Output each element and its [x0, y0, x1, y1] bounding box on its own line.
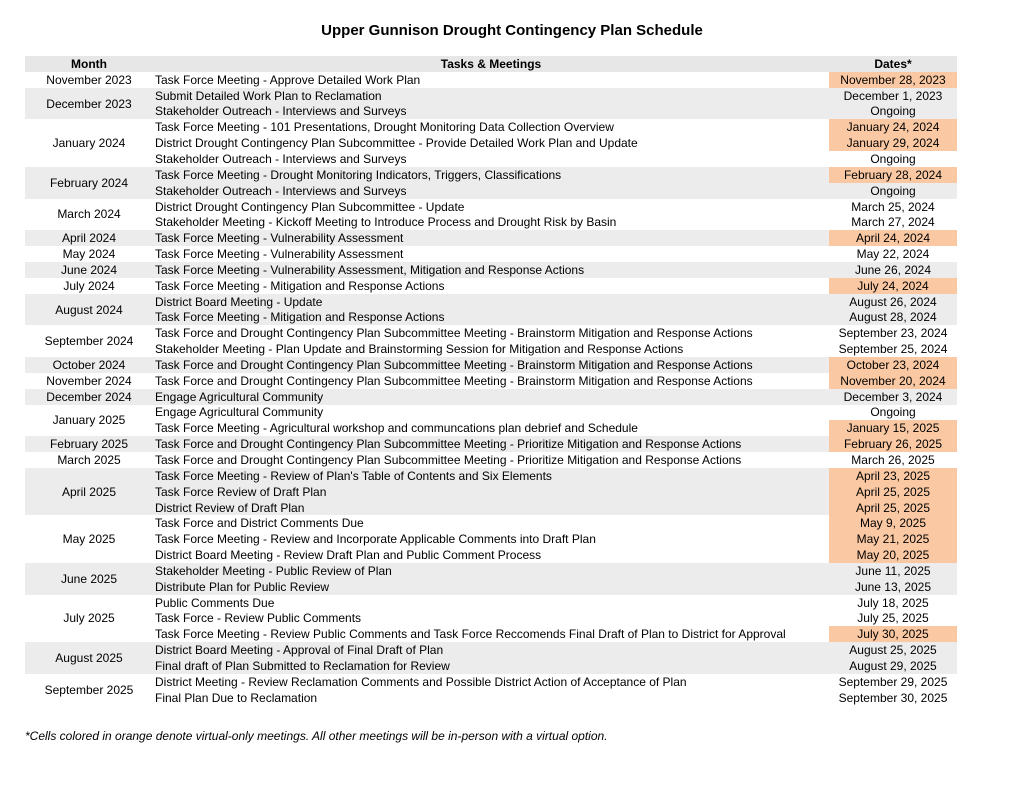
- table-row: [25, 436, 957, 452]
- month-cell: August 2025: [25, 642, 153, 674]
- task-cell: Task Force Meeting - Vulnerability Assessment: [153, 230, 829, 246]
- table-row: [25, 341, 957, 357]
- task-cell: Submit Detailed Work Plan to Reclamation: [153, 88, 829, 104]
- month-cell: April 2024: [25, 230, 153, 246]
- table-row: [25, 452, 957, 468]
- dates-header: Dates*: [829, 56, 957, 72]
- table-row: [25, 547, 957, 563]
- table-row: [25, 611, 957, 627]
- table-row: [25, 531, 957, 547]
- task-cell: Task Force and Drought Contingency Plan Subcommittee Meeting - Prioritize Mitigation and Response Actions: [155, 453, 742, 468]
- task-cell: District Drought Contingency Plan Subcommittee - Provide Detailed Work Plan and Update: [155, 136, 638, 151]
- table-row: [25, 500, 957, 516]
- date-cell: December 1, 2023: [829, 88, 957, 104]
- month-cell: October 2024: [25, 357, 153, 373]
- date-cell: September 29, 2025: [838, 674, 948, 689]
- task-cell: Stakeholder Outreach - Interviews and Surveys: [153, 183, 829, 199]
- table-row: [25, 515, 957, 531]
- task-cell: Task Force and Drought Contingency Plan Subcommittee Meeting - Brainstorm Mitigation and Response Actions: [155, 326, 753, 341]
- task-cell: Task Force Meeting - Vulnerability Assessment, Mitigation and Response Actions: [153, 262, 829, 278]
- virtual-date-cell: May 20, 2025: [829, 547, 957, 563]
- table-row: [25, 468, 957, 484]
- virtual-date-cell: April 24, 2024: [829, 230, 957, 246]
- table-row: [25, 278, 957, 294]
- virtual-date-cell: May 21, 2025: [829, 531, 957, 547]
- table-row: [25, 389, 957, 405]
- task-cell: Final draft of Plan Submitted to Reclamation for Review: [153, 658, 829, 674]
- date-cell: June 13, 2025: [829, 579, 957, 595]
- table-row: [25, 310, 957, 326]
- table-row: [25, 262, 957, 278]
- task-cell: Task Force Meeting - Approve Detailed Work Plan: [155, 72, 421, 87]
- virtual-date-cell: January 24, 2024: [829, 119, 957, 135]
- table-row: [25, 88, 957, 104]
- task-cell: District Meeting - Review Reclamation Comments and Possible District Action of Acceptance of Plan: [155, 674, 687, 689]
- virtual-date-cell: April 25, 2025: [829, 484, 957, 500]
- virtual-date-cell: January 15, 2025: [829, 420, 957, 436]
- table-row: [25, 183, 957, 199]
- month-cell: January 2025: [52, 413, 126, 428]
- date-cell: March 27, 2024: [851, 215, 935, 230]
- date-cell: September 30, 2025: [838, 690, 948, 705]
- task-cell: Task Force Meeting - Mitigation and Response Actions: [153, 310, 829, 326]
- month-cell: December 2024: [25, 389, 153, 405]
- table-row: [25, 690, 957, 706]
- table-row: [25, 135, 957, 151]
- task-cell: Task Force - Review Public Comments: [155, 611, 362, 626]
- virtual-date-cell: February 26, 2025: [829, 436, 957, 452]
- task-cell: District Board Meeting - Review Draft Plan and Public Comment Process: [155, 548, 542, 563]
- task-cell: Stakeholder Meeting - Public Review of Plan: [153, 563, 829, 579]
- task-cell: Task Force and District Comments Due: [155, 516, 364, 531]
- table-row: [25, 357, 957, 373]
- task-cell: District Review of Draft Plan: [153, 500, 829, 516]
- table-row: [25, 642, 957, 658]
- task-cell: Task Force Meeting - Vulnerability Assessment: [155, 247, 404, 262]
- month-cell: February 2025: [25, 436, 153, 452]
- month-header: Month: [25, 56, 153, 72]
- month-cell: April 2025: [25, 468, 153, 516]
- month-cell: September 2024: [44, 334, 134, 349]
- task-cell: Final Plan Due to Reclamation: [155, 690, 318, 705]
- table-row: [25, 484, 957, 500]
- virtual-date-cell: November 20, 2024: [829, 373, 957, 389]
- task-cell: District Board Meeting - Approval of Final Draft of Plan: [153, 642, 829, 658]
- date-cell: Ongoing: [870, 151, 916, 166]
- virtual-date-cell: January 29, 2024: [829, 135, 957, 151]
- task-cell: Task Force Meeting - Review Public Comments and Task Force Reccomends Final Draft of Plan to District for Approval: [155, 627, 786, 642]
- date-cell: May 22, 2024: [856, 247, 930, 262]
- table-row: [25, 373, 957, 389]
- virtual-date-cell: October 23, 2024: [829, 357, 957, 373]
- virtual-date-cell: April 23, 2025: [829, 468, 957, 484]
- date-cell: March 26, 2025: [851, 453, 935, 468]
- month-cell: January 2024: [52, 136, 126, 151]
- date-cell: June 11, 2025: [829, 563, 957, 579]
- virtual-date-cell: July 30, 2025: [829, 626, 957, 642]
- month-cell: February 2024: [25, 167, 153, 199]
- date-cell: Ongoing: [829, 104, 957, 120]
- month-cell: November 2024: [46, 373, 132, 388]
- month-cell: July 2024: [63, 278, 115, 293]
- date-cell: September 23, 2024: [838, 326, 948, 341]
- footnote: *Cells colored in orange denote virtual-only meetings. All other meetings will be in-person with a virtual option.: [25, 729, 608, 743]
- task-cell: Task Force Meeting - Mitigation and Response Actions: [155, 278, 445, 293]
- task-cell: Task Force and Drought Contingency Plan Subcommittee Meeting - Brainstorm Mitigation and Response Actions: [153, 357, 829, 373]
- schedule-body: [25, 72, 957, 706]
- table-row: [25, 563, 957, 579]
- table-row: [25, 325, 957, 341]
- task-cell: Task Force Meeting - Drought Monitoring Indicators, Triggers, Classifications: [153, 167, 829, 183]
- table-row: [25, 199, 957, 215]
- task-cell: District Board Meeting - Update: [153, 294, 829, 310]
- month-cell: December 2023: [25, 88, 153, 120]
- task-cell: Task Force and Drought Contingency Plan Subcommittee Meeting - Prioritize Mitigation and Response Actions: [153, 436, 829, 452]
- table-row: [25, 72, 957, 88]
- task-cell: District Drought Contingency Plan Subcommittee - Update: [155, 199, 465, 214]
- date-cell: August 26, 2024: [829, 294, 957, 310]
- table-row: [25, 104, 957, 120]
- schedule-table: [25, 56, 957, 706]
- task-cell: Stakeholder Meeting - Kickoff Meeting to Introduce Process and Drought Risk by Basin: [155, 215, 617, 230]
- month-cell: September 2025: [44, 682, 134, 697]
- month-cell: May 2025: [62, 532, 116, 547]
- task-cell: Task Force and Drought Contingency Plan Subcommittee Meeting - Brainstorm Mitigation and Response Actions: [155, 373, 753, 388]
- month-cell: August 2024: [25, 294, 153, 326]
- task-cell: Engage Agricultural Community: [153, 389, 829, 405]
- month-cell: June 2025: [25, 563, 153, 595]
- table-row: [25, 167, 957, 183]
- table-row: [25, 674, 957, 690]
- date-cell: Ongoing: [829, 183, 957, 199]
- date-cell: March 25, 2024: [851, 199, 935, 214]
- date-cell: August 29, 2025: [829, 658, 957, 674]
- header-row: [25, 56, 957, 72]
- virtual-date-cell: May 9, 2025: [829, 515, 957, 531]
- table-row: [25, 214, 957, 230]
- table-row: [25, 230, 957, 246]
- virtual-date-cell: April 25, 2025: [829, 500, 957, 516]
- date-cell: July 18, 2025: [857, 595, 929, 610]
- table-row: [25, 420, 957, 436]
- task-cell: Task Force Meeting - Review of Plan's Table of Contents and Six Elements: [153, 468, 829, 484]
- month-cell: November 2023: [46, 72, 132, 87]
- task-cell: Task Force Review of Draft Plan: [153, 484, 829, 500]
- task-cell: Engage Agricultural Community: [155, 405, 324, 420]
- month-cell: May 2024: [62, 247, 116, 262]
- table-row: [25, 119, 957, 135]
- table-row: [25, 405, 957, 421]
- table-row: [25, 151, 957, 167]
- month-cell: July 2025: [63, 611, 115, 626]
- date-cell: August 28, 2024: [829, 310, 957, 326]
- table-row: [25, 595, 957, 611]
- date-cell: August 25, 2025: [829, 642, 957, 658]
- task-cell: Task Force Meeting - 101 Presentations, Drought Monitoring Data Collection Overview: [155, 120, 614, 135]
- virtual-date-cell: July 24, 2024: [829, 278, 957, 294]
- table-row: [25, 294, 957, 310]
- table-row: [25, 658, 957, 674]
- task-cell: Public Comments Due: [155, 595, 275, 610]
- task-cell: Stakeholder Meeting - Plan Update and Brainstorming Session for Mitigation and Response Actions: [155, 342, 684, 357]
- table-row: [25, 579, 957, 595]
- tasks-header: Tasks & Meetings: [153, 56, 829, 72]
- table-row: [25, 246, 957, 262]
- date-cell: Ongoing: [870, 405, 916, 420]
- task-cell: Distribute Plan for Public Review: [153, 579, 829, 595]
- date-cell: September 25, 2024: [838, 342, 948, 357]
- virtual-date-cell: November 28, 2023: [829, 72, 957, 88]
- virtual-date-cell: February 28, 2024: [829, 167, 957, 183]
- date-cell: July 25, 2025: [857, 611, 929, 626]
- task-cell: Task Force Meeting - Review and Incorporate Applicable Comments into Draft Plan: [155, 532, 596, 547]
- page-title: Upper Gunnison Drought Contingency Plan Schedule: [321, 22, 703, 39]
- month-cell: March 2025: [57, 453, 121, 468]
- task-cell: Stakeholder Outreach - Interviews and Surveys: [153, 104, 829, 120]
- month-cell: June 2024: [25, 262, 153, 278]
- task-cell: Stakeholder Outreach - Interviews and Surveys: [155, 151, 407, 166]
- month-cell: March 2024: [57, 207, 121, 222]
- task-cell: Task Force Meeting - Agricultural workshop and communcations plan debrief and Schedule: [155, 421, 638, 436]
- date-cell: June 26, 2024: [829, 262, 957, 278]
- table-row: [25, 626, 957, 642]
- date-cell: December 3, 2024: [829, 389, 957, 405]
